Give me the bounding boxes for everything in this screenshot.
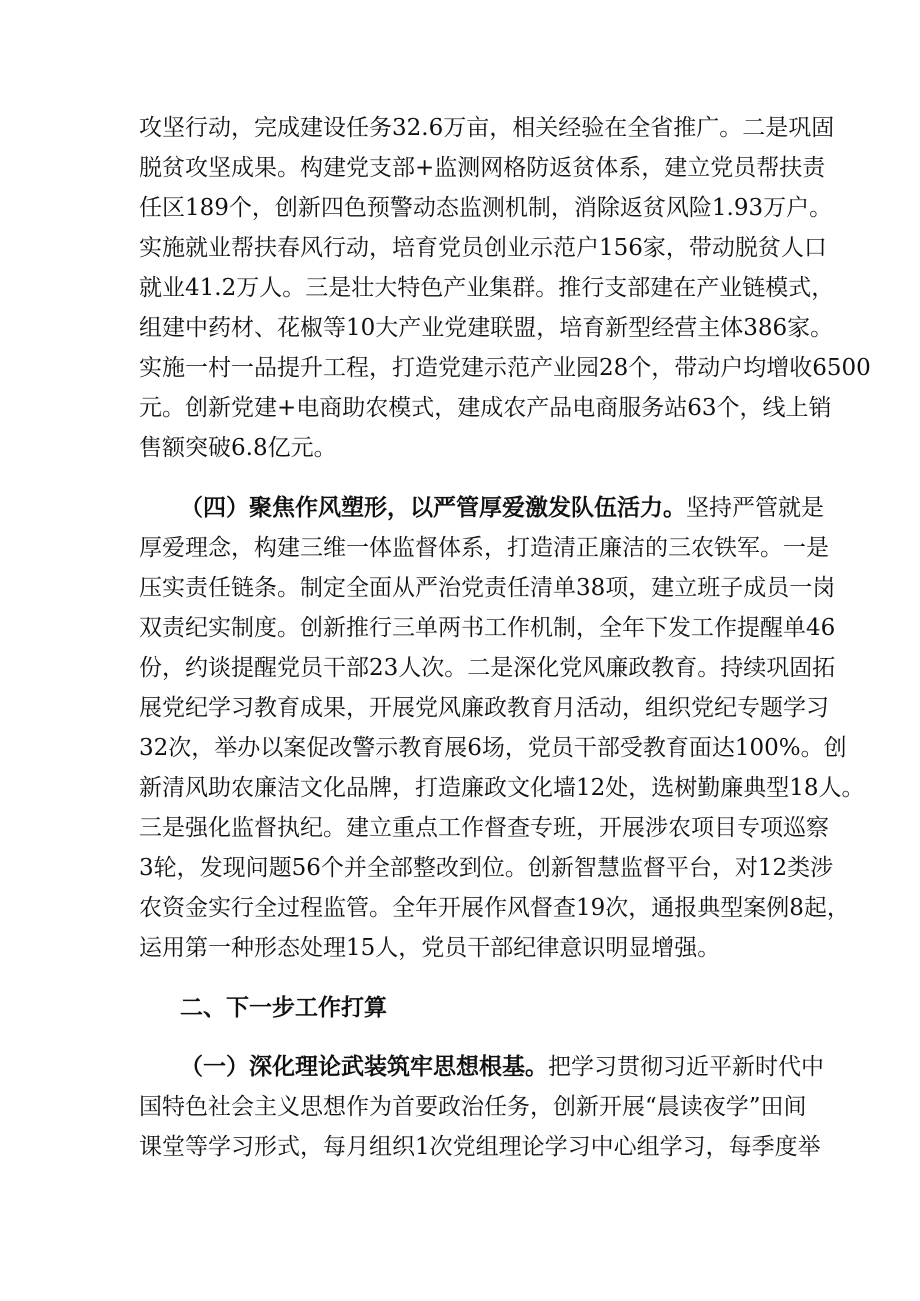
text-line: 就业41.2万人。三是壮大特色产业集群。推行支部建在产业链模式，	[139, 275, 835, 301]
text-line: 课堂等学习形式，每月组织1次党组理论学习中心组学习，每季度举	[139, 1134, 821, 1160]
paragraph-lead-text: 坚持严管就是	[686, 495, 824, 521]
text-line: 实施一村一品提升工程，打造党建示范产业园28个，带动户均增收6500	[139, 355, 871, 381]
paragraph-heading: （一）深化理论武装筑牢思想根基。	[180, 1053, 548, 1080]
text-line: 三是强化监督执纪。建立重点工作督查专班，开展涉农项目专项巡察	[139, 815, 829, 841]
text-line: 新清风助农廉洁文化品牌，打造廉政文化墙12处，选树勤廉典型18人。	[139, 775, 865, 801]
text-line: 份，约谈提醒党员干部23人次。二是深化党风廉政教育。持续巩固拓	[139, 655, 836, 681]
text-line: 农资金实行全过程监管。全年开展作风督查19次，通报典型案例8起，	[139, 895, 850, 921]
text-line: 任区189个，创新四色预警动态监测机制，消除返贫风险1.93万户。	[139, 195, 833, 221]
text-line: 组建中药材、花椒等10大产业党建联盟，培育新型经营主体386家。	[139, 315, 834, 341]
text-line: 元。创新党建+电商助农模式，建成农产品电商服务站63个，线上销	[139, 395, 832, 421]
text-line: 32次，举办以案促改警示教育展6场，党员干部受教育面达100%。创	[139, 735, 847, 761]
text-line: 售额突破6.8亿元。	[139, 435, 337, 461]
text-line: 攻坚行动，完成建设任务32.6万亩，相关经验在全省推广。二是巩固	[139, 115, 835, 141]
text-line: 国特色社会主义思想作为首要政治任务，创新开展“晨读夜学”田间	[139, 1094, 807, 1120]
text-line: 脱贫攻坚成果。构建党支部+监测网格防返贫体系，建立党员帮扶责	[139, 155, 826, 181]
section-title: 二、下一步工作打算	[180, 994, 387, 1021]
text-line: 厚爱理念，构建三维一体监督体系，打造清正廉洁的三农铁军。一是	[139, 535, 829, 561]
text-line: 双责纪实制度。创新推行三单两书工作机制，全年下发工作提醒单46	[139, 615, 836, 641]
paragraph-lead-text: 把学习贯彻习近平新时代中	[548, 1054, 824, 1080]
text-line: 3轮，发现问题56个并全部整改到位。创新智慧监督平台，对12类涉	[139, 855, 834, 881]
text-line: 展党纪学习教育成果，开展党风廉政教育月活动，组织党纪专题学习	[139, 695, 829, 721]
text-line: 压实责任链条。制定全面从严治党责任清单38项，建立班子成员一岗	[139, 575, 836, 601]
text-line: 运用第一种形态处理15人，党员干部纪律意识明显增强。	[139, 935, 721, 961]
paragraph-first-line	[180, 1052, 824, 1082]
paragraph-first-line	[180, 493, 824, 523]
paragraph-heading: （四）聚焦作风塑形，以严管厚爱激发队伍活力。	[180, 494, 686, 521]
text-line: 实施就业帮扶春风行动，培育党员创业示范户156家，带动脱贫人口	[139, 235, 827, 261]
